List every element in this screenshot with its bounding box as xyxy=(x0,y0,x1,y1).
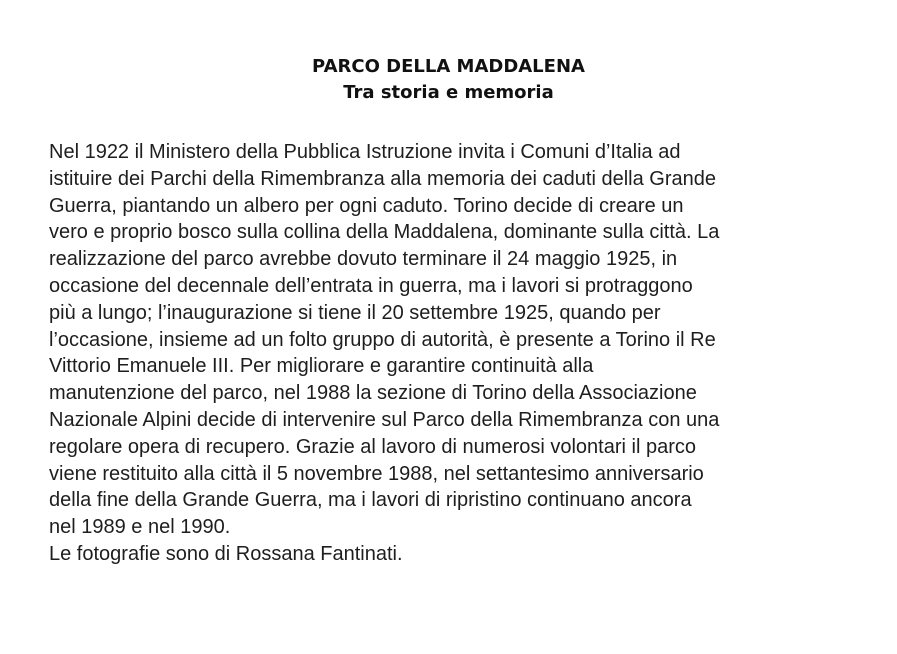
body-line: l’occasione, insieme ad un folto gruppo di autorità, è presente a Torino il Re xyxy=(49,328,716,351)
photo-credit: Le fotografie sono di Rossana Fantinati. xyxy=(49,542,403,565)
document-header xyxy=(0,54,897,106)
page-title: PARCO DELLA MADDALENA xyxy=(312,56,585,77)
body-line: della fine della Grande Guerra, ma i lavori di ripristino continuano ancora xyxy=(49,489,692,512)
body-paragraph xyxy=(49,139,869,568)
body-line: istituire dei Parchi della Rimembranza alla memoria dei caduti della Grande xyxy=(49,167,716,190)
body-line: Nel 1922 il Ministero della Pubblica Istruzione invita i Comuni d’Italia ad xyxy=(49,141,681,163)
body-line: vero e proprio bosco sulla collina della Maddalena, dominante sulla città. La xyxy=(49,221,720,244)
body-line: più a lungo; l’inaugurazione si tiene il 20 settembre 1925, quando per xyxy=(49,301,661,324)
body-line: nel 1989 e nel 1990. xyxy=(49,516,231,539)
page-subtitle: Tra storia e memoria xyxy=(343,82,554,103)
body-line: Vittorio Emanuele III. Per migliorare e garantire continuità alla xyxy=(49,355,594,378)
body-line: Nazionale Alpini decide di intervenire sul Parco della Rimembranza con una xyxy=(49,408,720,431)
body-line: regolare opera di recupero. Grazie al lavoro di numerosi volontari il parco xyxy=(49,435,696,458)
body-line: manutenzione del parco, nel 1988 la sezione di Torino della Associazione xyxy=(49,382,697,405)
body-line: viene restituito alla città il 5 novembre 1988, nel settantesimo anniversario xyxy=(49,462,704,485)
body-line: realizzazione del parco avrebbe dovuto terminare il 24 maggio 1925, in xyxy=(49,248,678,271)
body-line: Guerra, piantando un albero per ogni caduto. Torino decide di creare un xyxy=(49,194,684,217)
body-line: occasione del decennale dell’entrata in guerra, ma i lavori si protraggono xyxy=(49,274,693,297)
